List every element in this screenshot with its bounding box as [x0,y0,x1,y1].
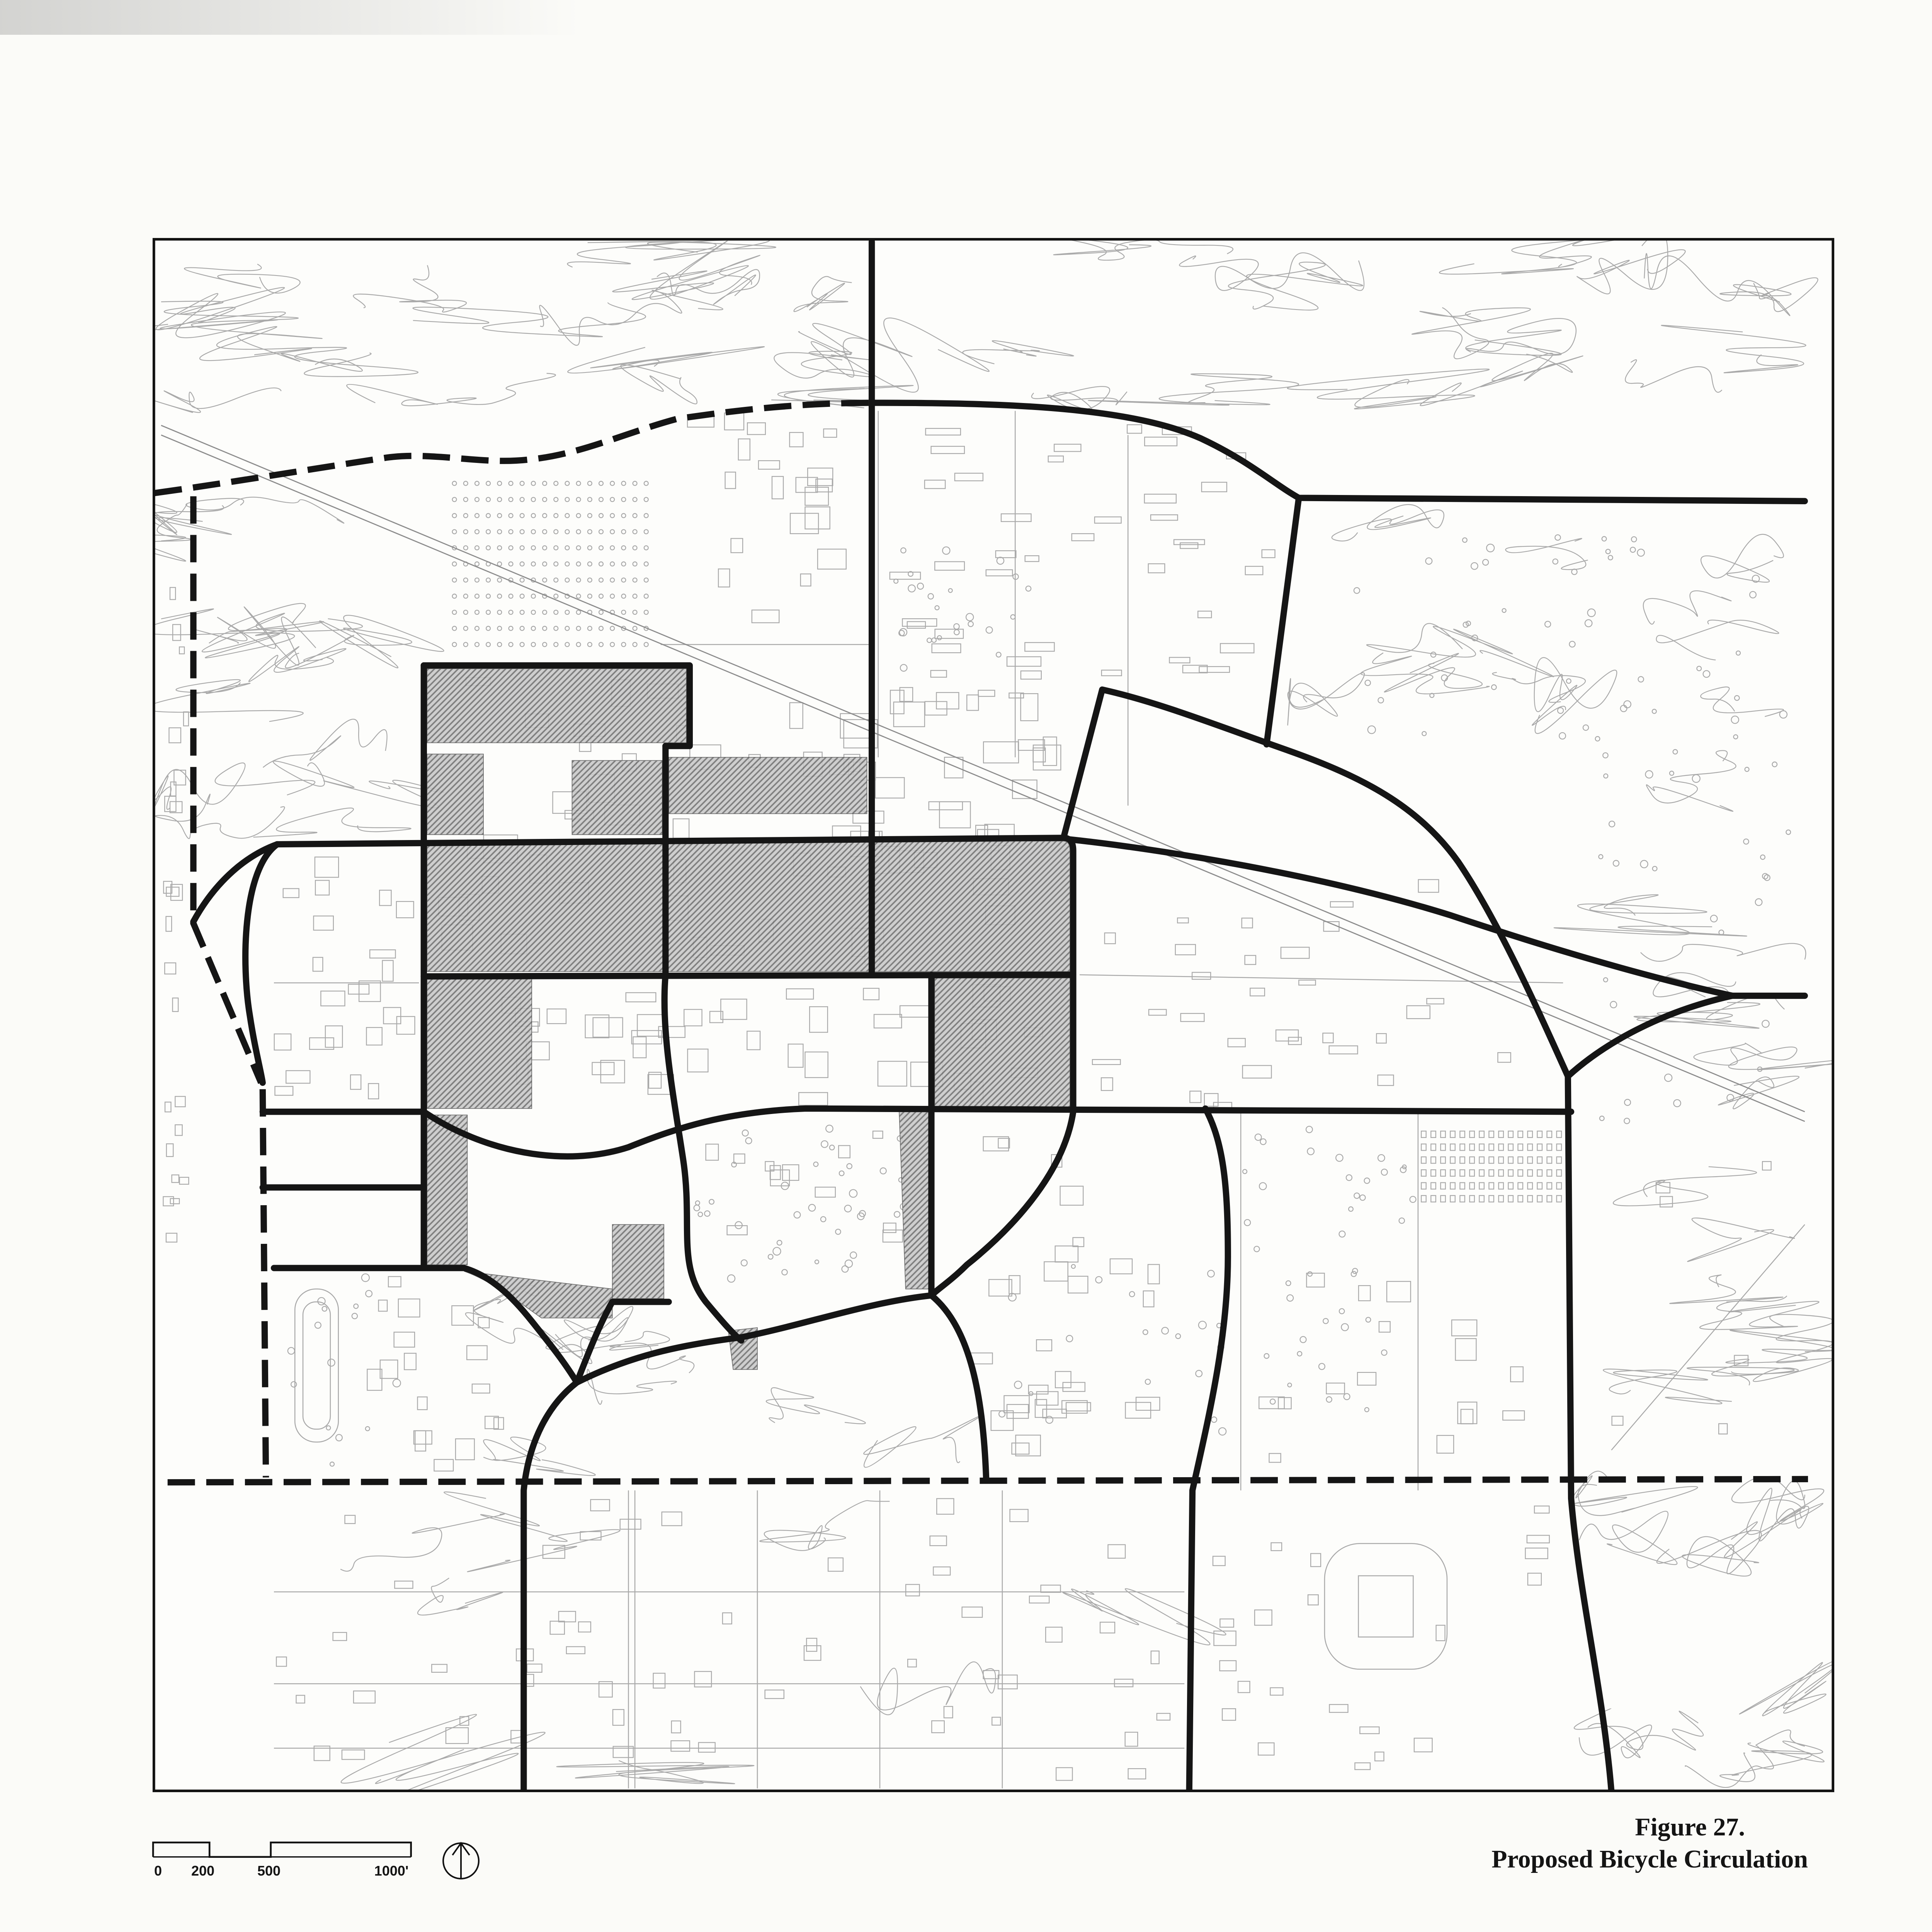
scale-label-200: 200 [191,1863,215,1879]
scale-label-1000: 1000' [374,1863,409,1879]
scale-label-500: 500 [257,1863,281,1879]
parking-zone [935,978,1070,1109]
city-route-west-lower [263,1089,266,1478]
scale-bar [151,1839,414,1860]
parking-zone [427,841,1070,972]
parking-zone [427,1115,467,1265]
campus-route-core-south [424,975,1073,976]
figure-caption [1492,1811,1808,1875]
parking-zone [427,978,532,1109]
north-arrow-icon [440,1840,482,1882]
parking-zone [669,757,867,814]
parking-zone [427,668,686,743]
scale-label-0: 0 [154,1863,162,1879]
figure-title: Proposed Bicycle Circulation [1492,1845,1808,1873]
scan-shadow [0,0,580,35]
parking-zone [612,1225,664,1299]
parking-zone [427,754,483,834]
campus-bicycle-map [151,237,1835,1793]
parking-zone [572,760,662,835]
scale-bar-steps [153,1842,411,1857]
figure-number: Figure 27. [1635,1813,1745,1841]
